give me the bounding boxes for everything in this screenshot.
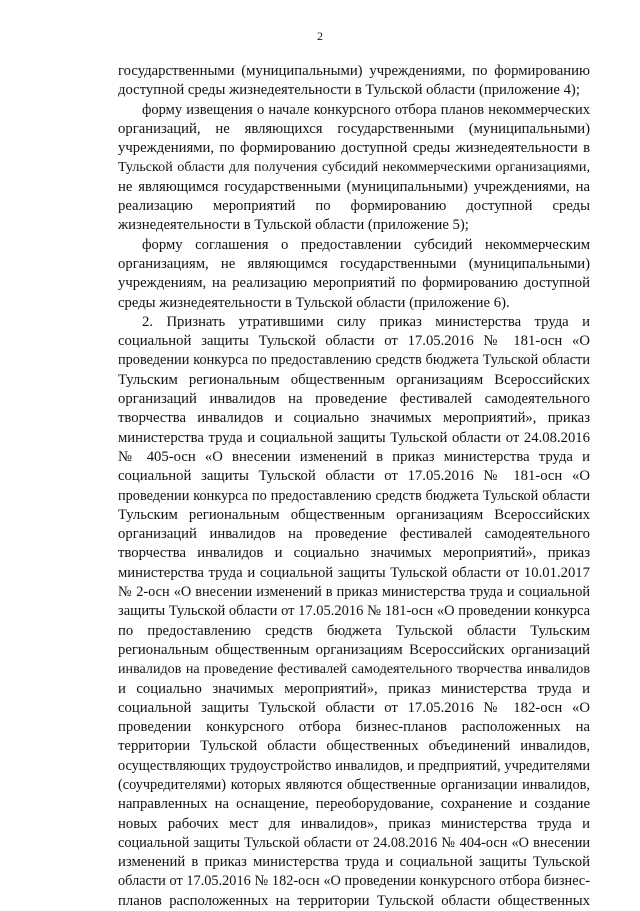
text-line: жизнедеятельности в Тульской области (приложение 5); bbox=[118, 217, 469, 234]
document-body bbox=[118, 62, 590, 911]
text-line: социальной защиты Тульской области от 17.05.2016 № 181-осн «О bbox=[118, 468, 590, 485]
text-line: учреждениями, по формированию доступной среды жизнедеятельности в bbox=[118, 140, 590, 157]
text-line: проведении конкурса по предоставлению средств бюджета Тульской области bbox=[118, 352, 590, 369]
text-line: министерства труда и социальной защиты Тульской области от 10.01.2017 bbox=[118, 564, 590, 581]
text-line: не являющимся государственными (муниципальными) учреждениями, на bbox=[118, 178, 590, 195]
text-line: творчества инвалидов и социально значимых мероприятий», приказ bbox=[118, 410, 590, 427]
text-line: Тульским региональным общественным организациям Всероссийских bbox=[118, 506, 590, 523]
text-line: организациям, не являющимся государственными (муниципальными) bbox=[118, 255, 590, 272]
text-line: новых рабочих мест для инвалидов», приказ министерства труда и bbox=[118, 815, 590, 832]
text-line: социальной защиты Тульской области от 17.05.2016 № 181-осн «О bbox=[118, 333, 590, 350]
text-line: № 2-осн «О внесении изменений в приказ министерства труда и социальной bbox=[118, 584, 590, 601]
text-line: 2. Признать утратившими силу приказ министерства труда и bbox=[142, 313, 590, 330]
text-line: социальной защиты Тульской области от 17.05.2016 № 182-осн «О bbox=[118, 699, 590, 716]
text-line: территории Тульской области общественных объединений инвалидов, bbox=[118, 738, 590, 755]
text-line: проведении конкурса по предоставлению средств бюджета Тульской области bbox=[118, 487, 590, 504]
text-line: и социально значимых мероприятий», приказ министерства труда и bbox=[118, 680, 590, 697]
text-line: области от 17.05.2016 № 182-осн «О проведении конкурсного отбора бизнес- bbox=[118, 873, 590, 890]
text-line: направленных на оснащение, переоборудование, сохранение и создание bbox=[118, 796, 590, 813]
text-line: защиты Тульской области от 17.05.2016 № 181-осн «О проведении конкурса bbox=[118, 603, 590, 620]
text-line: инвалидов на проведение фестивалей самодеятельного творчества инвалидов bbox=[118, 661, 590, 678]
text-line: Тульской области для получения субсидий некоммерческими организациями, bbox=[118, 159, 590, 176]
text-line: доступной среды жизнедеятельности в Тульской области (приложение 4); bbox=[118, 82, 580, 99]
text-line: организаций, не являющихся государственными (муниципальными) bbox=[118, 120, 590, 137]
text-line: проведении конкурсного отбора бизнес-планов расположенных на bbox=[118, 719, 590, 736]
text-line: осуществляющих трудоустройство инвалидов, и предприятий, учредителями bbox=[118, 757, 590, 774]
text-line: Тульским региональным общественным организациям Всероссийских bbox=[118, 371, 590, 388]
text-line: среды жизнедеятельности в Тульской области (приложение 6). bbox=[118, 294, 510, 311]
text-line: изменений в приказ министерства труда и социальной защиты Тульской bbox=[118, 854, 590, 871]
text-line: учреждениям, на реализацию мероприятий по формированию доступной bbox=[118, 275, 590, 292]
text-line: государственными (муниципальными) учреждениями, по формированию bbox=[118, 63, 590, 79]
text-line: форму извещения о начале конкурсного отбора планов некоммерческих bbox=[142, 101, 590, 118]
page-number: 2 bbox=[317, 29, 323, 43]
text-line: планов расположенных на территории Тульской области общественных bbox=[118, 892, 590, 909]
text-line: региональным общественным организациям Всероссийских организаций bbox=[118, 641, 590, 658]
text-line: (соучредителями) которых являются общественные организации инвалидов, bbox=[118, 776, 590, 793]
text-line: по предоставлению средств бюджета Тульской области Тульским bbox=[118, 622, 590, 639]
text-line: организаций инвалидов на проведение фестивалей самодеятельного bbox=[118, 526, 590, 543]
text-line: министерства труда и социальной защиты Тульской области от 24.08.2016 bbox=[118, 429, 590, 446]
text-line: форму соглашения о предоставлении субсидий некоммерческим bbox=[142, 236, 590, 253]
text-line: организаций инвалидов на проведение фестивалей самодеятельного bbox=[118, 391, 590, 408]
text-line: реализацию мероприятий по формированию доступной среды bbox=[118, 198, 590, 215]
text-line: № 405-осн «О внесении изменений в приказ министерства труда и bbox=[118, 448, 590, 465]
text-line: творчества инвалидов и социально значимых мероприятий», приказ bbox=[118, 545, 590, 562]
text-line: социальной защиты Тульской области от 24.08.2016 № 404-осн «О внесении bbox=[118, 834, 590, 851]
